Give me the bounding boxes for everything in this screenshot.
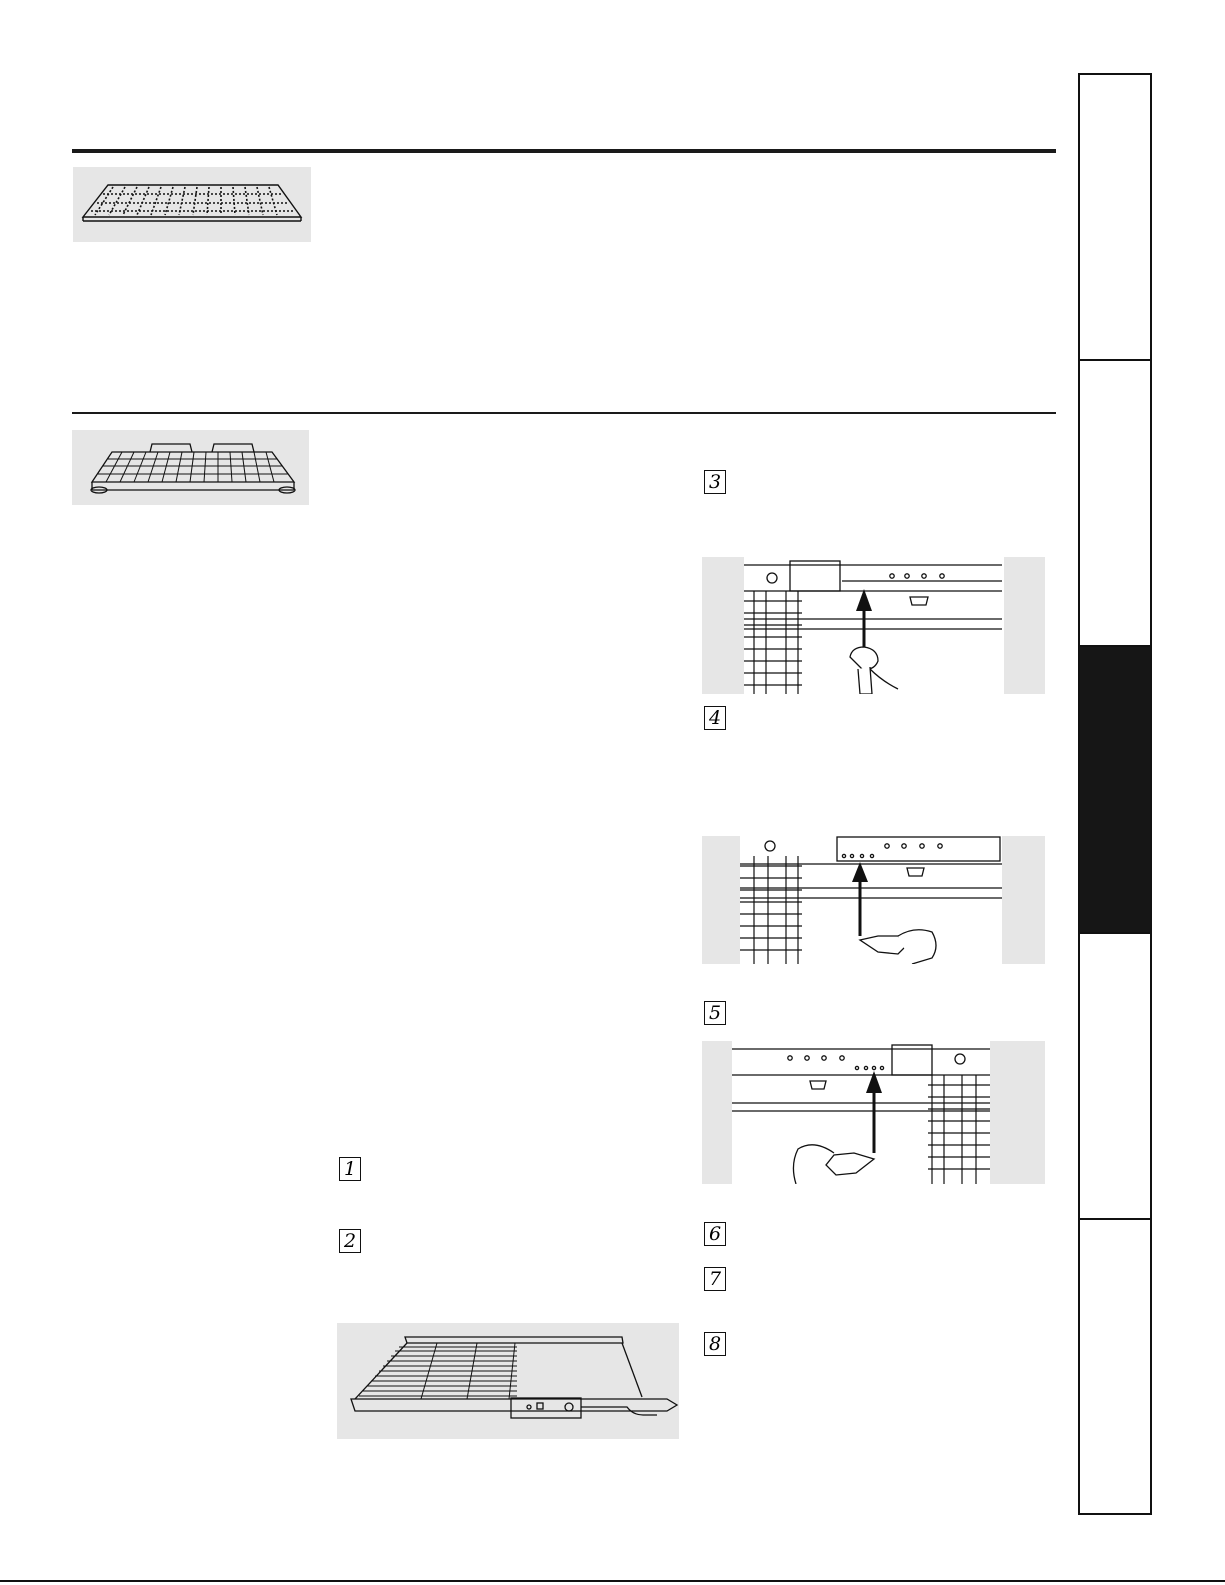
extension-rack-side-illustration xyxy=(337,1323,679,1439)
step-4-marker: 4 xyxy=(704,706,726,730)
section-divider-middle xyxy=(72,412,1056,414)
rack-rail-lubricate-illustration xyxy=(702,836,1045,964)
step-6-marker: 6 xyxy=(704,1222,726,1246)
section-tab-4[interactable] xyxy=(1080,932,1150,1218)
section-tab-strip xyxy=(1078,73,1152,1515)
section-divider-top xyxy=(72,149,1056,153)
section-tab-3-active[interactable] xyxy=(1080,645,1150,932)
flat-oven-rack-illustration xyxy=(73,167,311,242)
step-5-marker: 5 xyxy=(704,1001,726,1025)
step-2-marker: 2 xyxy=(339,1229,361,1253)
section-tab-1[interactable] xyxy=(1080,75,1150,359)
step-3-marker: 3 xyxy=(704,470,726,494)
rack-rail-lubricate-reverse-illustration xyxy=(702,1041,1045,1184)
section-tab-5[interactable] xyxy=(1080,1218,1150,1513)
page-bottom-rule xyxy=(0,1580,1225,1582)
section-tab-2[interactable] xyxy=(1080,359,1150,645)
extension-rack-illustration xyxy=(72,430,309,505)
step-8-marker: 8 xyxy=(704,1332,726,1356)
rack-rail-wipe-illustration xyxy=(702,557,1045,694)
step-7-marker: 7 xyxy=(704,1267,726,1291)
step-1-marker: 1 xyxy=(339,1157,361,1181)
